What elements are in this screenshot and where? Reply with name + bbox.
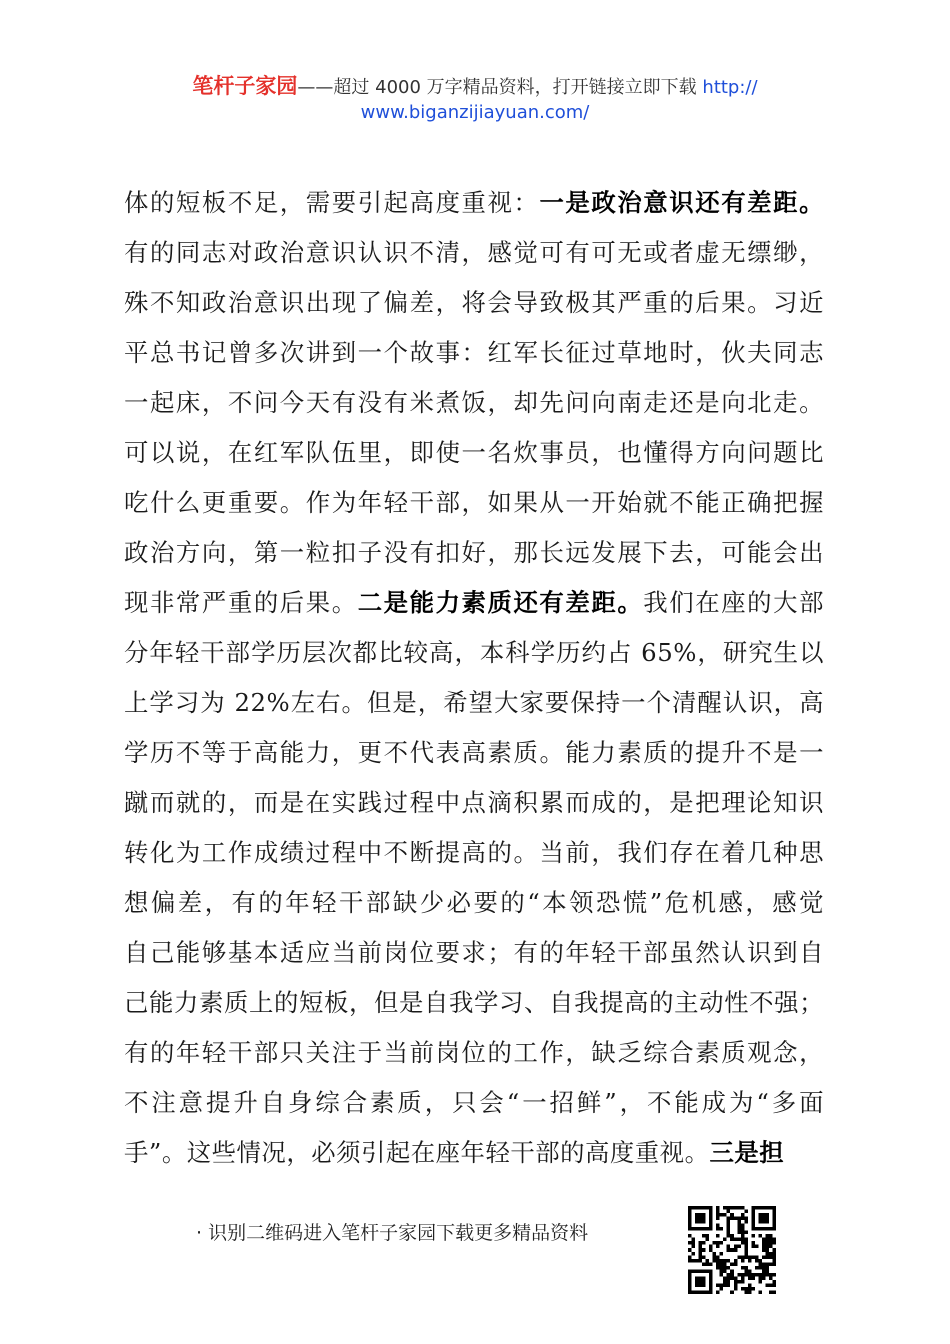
emphasis-text: 一是政治意识还有差距。 xyxy=(539,188,824,217)
text-line xyxy=(124,228,824,278)
body-text-segment: 有的年轻干部只关注于当前岗位的工作，缺乏综合素质观念， xyxy=(124,1038,824,1067)
body-text-segment: 一起床，不问今天有没有米煮饭，却先问向南走还是向北走。 xyxy=(124,388,824,417)
body-text-segment: 想偏差，有的年轻干部缺少必要的“本领恐慌”危机感，感觉 xyxy=(124,888,824,917)
body-text-segment: 殊不知政治意识出现了偏差，将会导致极其严重的后果。习近 xyxy=(124,288,824,317)
text-line xyxy=(124,378,824,428)
emphasis-text: 二是能力素质还有差距。 xyxy=(357,588,644,617)
text-line xyxy=(124,1078,824,1128)
text-line xyxy=(124,978,824,1028)
body-text-segment: 手”。这些情况，必须引起在座年轻干部的高度重视。 xyxy=(124,1138,710,1167)
header-line-1 xyxy=(0,74,950,100)
text-line xyxy=(124,728,824,778)
page-header xyxy=(0,74,950,125)
header-tagline: ——超过 4000 万字精品资料，打开链接立即下载 xyxy=(297,77,703,98)
text-line xyxy=(124,1128,824,1178)
body-text-segment: 体的短板不足，需要引起高度重视： xyxy=(124,188,540,217)
brand-name: 笔杆子家园 xyxy=(192,74,298,98)
text-line xyxy=(124,478,824,528)
body-text-segment: 蹴而就的，而是在实践过程中点滴积累而成的，是把理论知识 xyxy=(124,788,824,817)
body-text-segment: 转化为工作成绩过程中不断提高的。当前，我们存在着几种思 xyxy=(124,838,824,867)
document-body xyxy=(124,178,824,1178)
text-line xyxy=(124,878,824,928)
download-link[interactable]: http:// xyxy=(702,77,758,98)
body-text-segment: 平总书记曾多次讲到一个故事：红军长征过草地时，伙夫同志 xyxy=(124,338,824,367)
text-line xyxy=(124,178,824,228)
text-line xyxy=(124,278,824,328)
body-text-segment: 自己能够基本适应当前岗位要求；有的年轻干部虽然认识到自 xyxy=(124,938,824,967)
text-line xyxy=(124,428,824,478)
body-text-segment: 有的同志对政治意识认识不清，感觉可有可无或者虚无缥缈， xyxy=(124,238,824,267)
header-line-2 xyxy=(0,100,950,125)
body-text-segment: 可以说，在红军队伍里，即使一名炊事员，也懂得方向问题比 xyxy=(124,438,824,467)
text-line xyxy=(124,628,824,678)
text-line xyxy=(124,578,824,628)
body-text-segment: 不注意提升自身综合素质，只会“一招鲜”，不能成为“多面 xyxy=(124,1088,824,1117)
body-text-segment: 吃什么更重要。作为年轻干部，如果从一开始就不能正确把握 xyxy=(124,488,824,517)
body-text-segment: 我们在座的大部 xyxy=(643,588,824,617)
body-text-segment: 上学习为 22%左右。但是，希望大家要保持一个清醒认识，高 xyxy=(124,688,824,717)
text-line xyxy=(124,678,824,728)
body-text-segment: 学历不等于高能力，更不代表高素质。能力素质的提升不是一 xyxy=(124,738,824,767)
download-link-continued[interactable]: www.biganzijiayuan.com/ xyxy=(360,102,590,123)
body-text-segment: 政治方向，第一粒扣子没有扣好，那长远发展下去，可能会出 xyxy=(124,538,824,567)
body-text-segment: 分年轻干部学历层次都比较高，本科学历约占 65%，研究生以 xyxy=(124,638,824,667)
text-line xyxy=(124,528,824,578)
body-text-segment: 现非常严重的后果。 xyxy=(124,588,358,617)
text-line xyxy=(124,828,824,878)
text-line xyxy=(124,778,824,828)
qr-code-icon xyxy=(688,1206,776,1294)
footer-caption: · 识别二维码进入笔杆子家园下载更多精品资料 xyxy=(196,1222,589,1244)
text-line xyxy=(124,328,824,378)
text-line xyxy=(124,928,824,978)
text-line xyxy=(124,1028,824,1078)
body-text-segment: 己能力素质上的短板，但是自我学习、自我提高的主动性不强； xyxy=(124,988,824,1017)
emphasis-text: 三是担 xyxy=(709,1138,785,1167)
